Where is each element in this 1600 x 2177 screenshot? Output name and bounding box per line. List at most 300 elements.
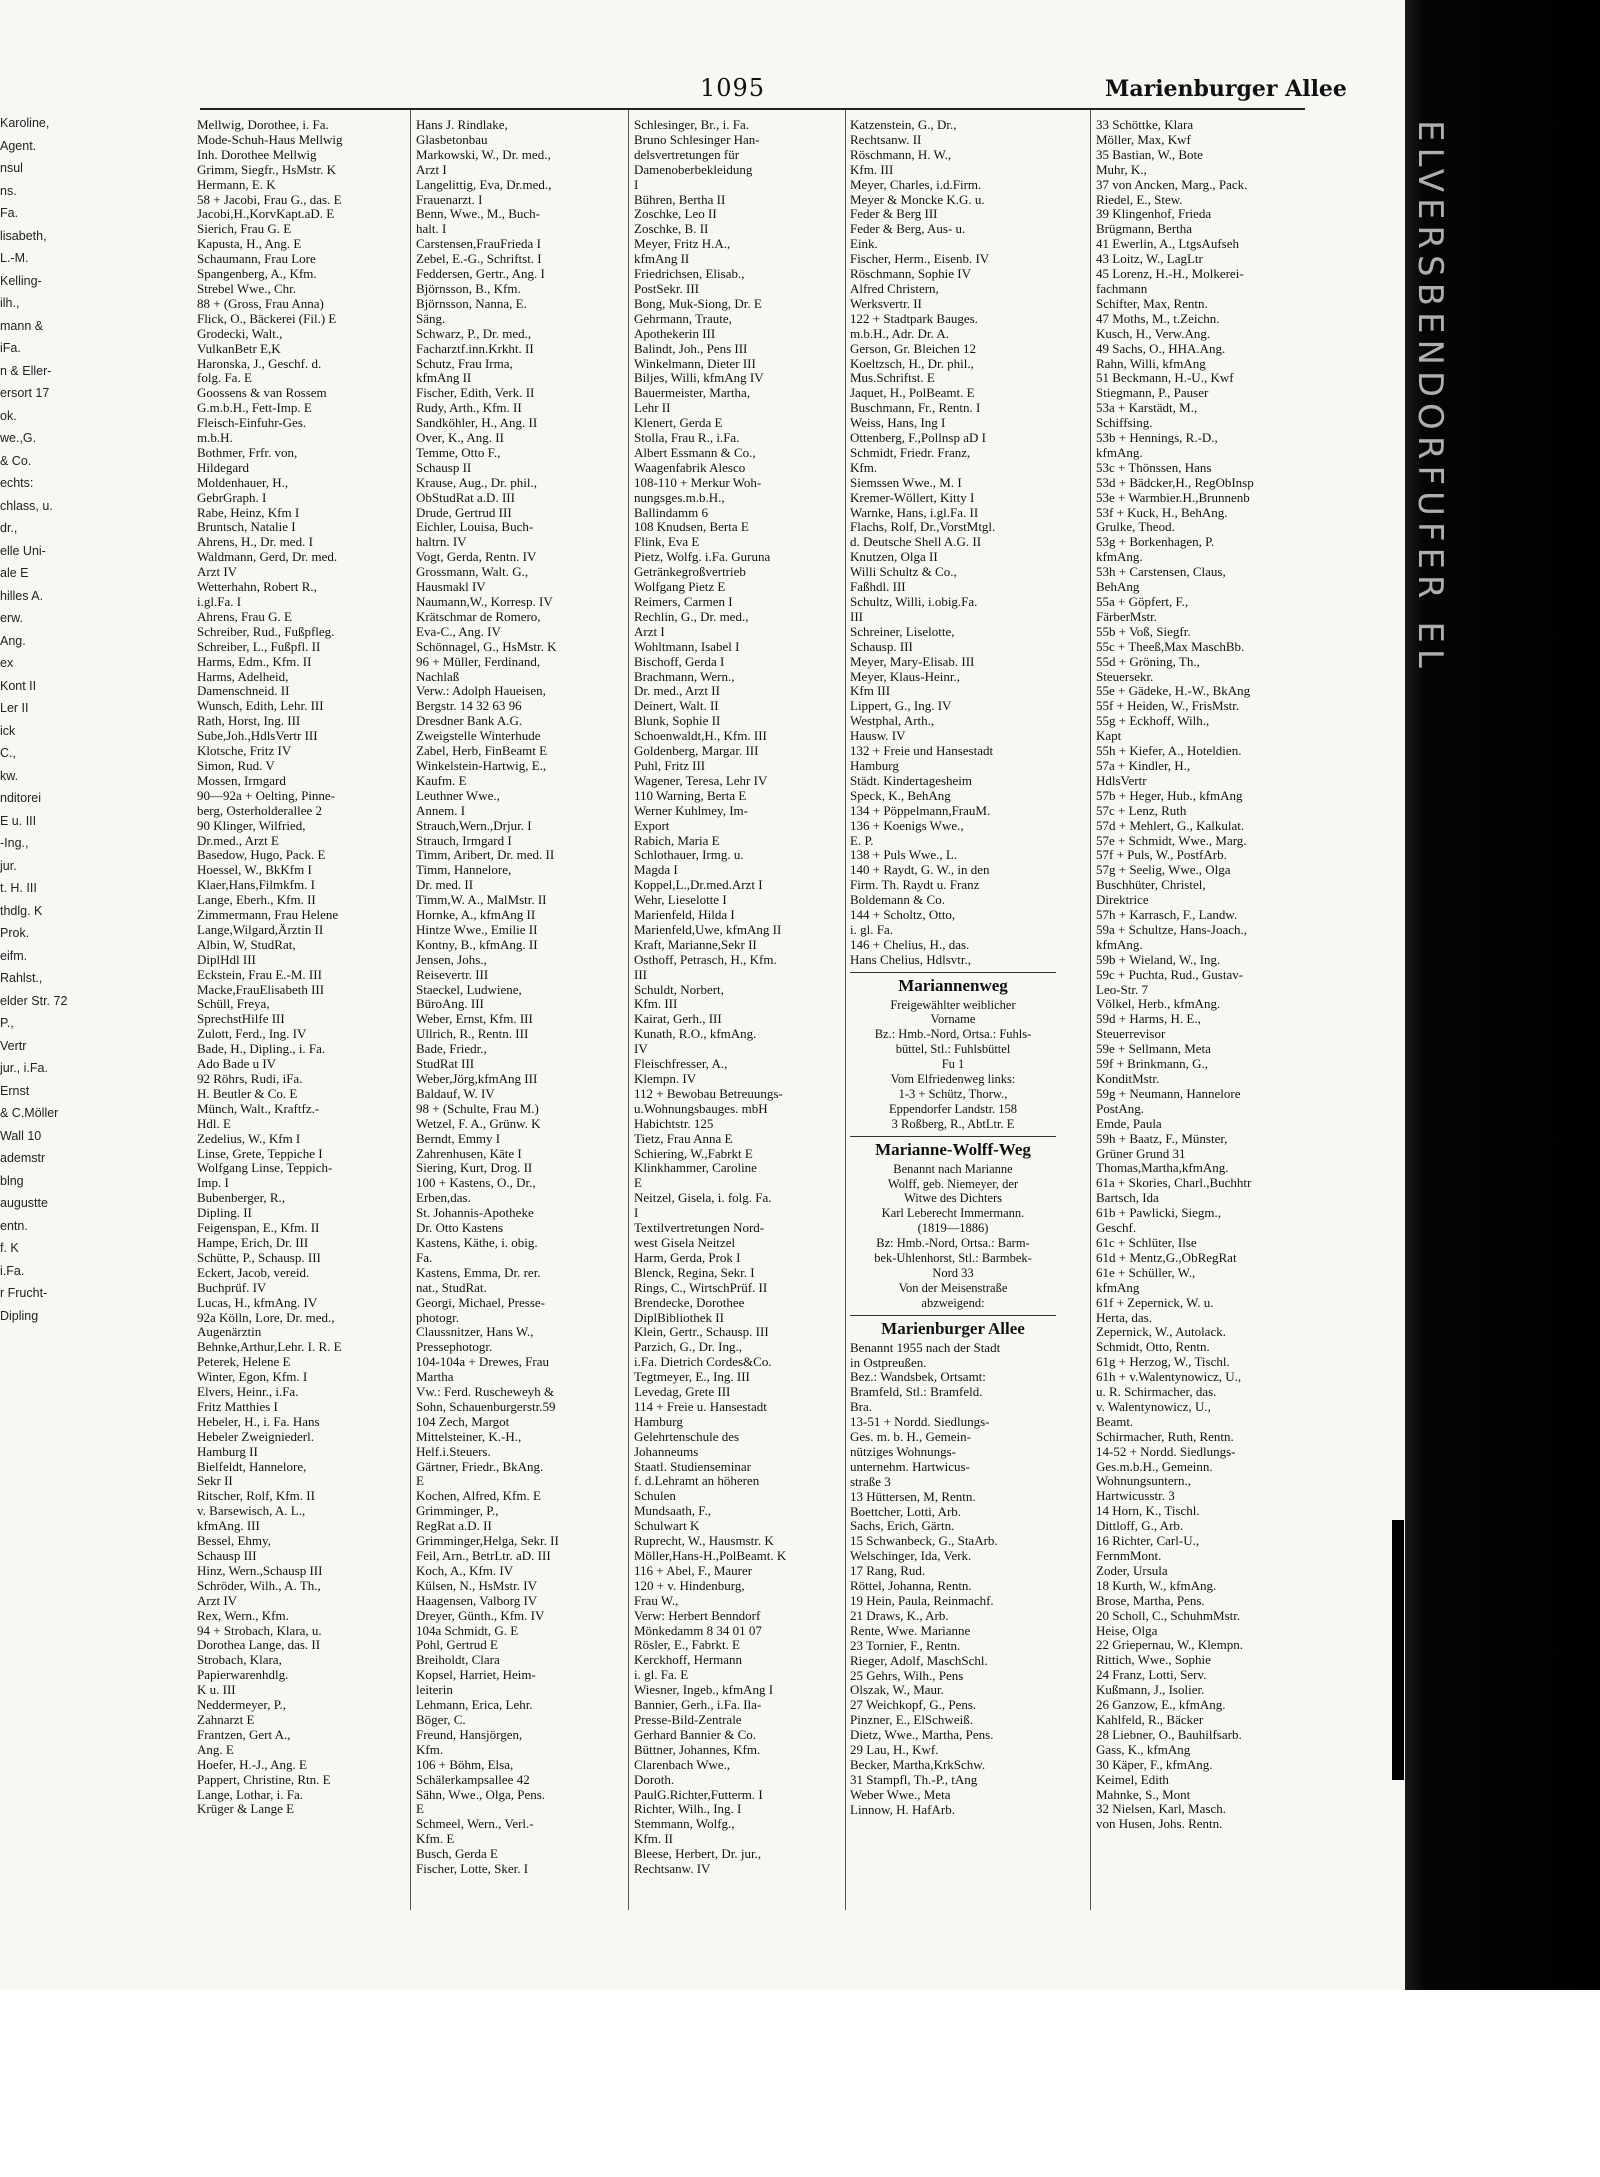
- directory-entry: Städt. Kindertagesheim: [850, 773, 973, 788]
- directory-entry: Schwarz, P., Dr. med.,: [416, 326, 532, 341]
- directory-entry: Behnke,Arthur,Lehr. I. R. E: [197, 1340, 342, 1355]
- directory-entry: 28 Liebner, O., Bauhilfsarb.: [1096, 1727, 1242, 1742]
- directory-entry: Meyer, Charles, i.d.Firm.: [850, 177, 982, 192]
- directory-entry: jur., i.Fa.: [0, 1061, 48, 1075]
- directory-entry: i. gl. Fa. E: [634, 1668, 689, 1683]
- directory-entry: Weiss, Hans, Ing I: [850, 416, 946, 431]
- directory-entry: Fischer, Edith, Verk. II: [416, 386, 535, 401]
- directory-entry: E: [416, 1474, 424, 1489]
- directory-entry: Dipling: [0, 1308, 39, 1323]
- directory-entry: Arzt IV: [197, 1593, 238, 1608]
- directory-entry: folg. Fa. E: [197, 371, 252, 386]
- directory-entry: Flachs, Rolf, Dr.,VorstMtgl.: [850, 520, 996, 535]
- directory-entry: Damenschneid. II: [197, 684, 290, 699]
- directory-entry: Grimminger,Helga, Sekr. II: [416, 1534, 559, 1549]
- directory-entry: Heise, Olga: [1096, 1623, 1158, 1638]
- directory-entry: Kerckhoff, Hermann: [634, 1653, 743, 1668]
- directory-entry: Westphal, Arth.,: [850, 714, 935, 729]
- directory-entry: i.Fa. Dietrich Cordes&Co.: [634, 1355, 772, 1370]
- directory-entry: Linse, Grete, Teppiche I: [197, 1146, 323, 1161]
- directory-entry: Over, K., Ang. II: [416, 431, 504, 446]
- directory-entry: nsul: [0, 161, 23, 175]
- directory-entry: 144 + Scholtz, Otto,: [850, 908, 956, 923]
- directory-entry: Hamburg II: [197, 1444, 258, 1459]
- directory-entry: Möller,Hans-H.,PolBeamt. K: [634, 1549, 787, 1563]
- directory-entry: Röschmann, H. W.,: [850, 147, 952, 162]
- column-divider: [1090, 110, 1091, 1910]
- column-1: [197, 118, 403, 1918]
- directory-entry: Albert Essmann & Co.,: [634, 445, 756, 460]
- directory-entry: Kfm. II: [634, 1832, 673, 1847]
- directory-entry: IV: [634, 1042, 648, 1057]
- directory-entry: Schuldt, Norbert,: [634, 982, 724, 997]
- directory-entry: Bade, Friedr.,: [416, 1042, 487, 1057]
- directory-entry: i.Fa.: [0, 1263, 25, 1278]
- directory-entry: GebrGraph. I: [197, 490, 267, 505]
- directory-entry: Bessel, Ehmy,: [197, 1534, 271, 1549]
- directory-entry: Schulwart K: [634, 1519, 700, 1534]
- directory-entry: Direktrice: [1096, 893, 1149, 908]
- directory-entry: 59a + Schultze, Hans-Joach.,: [1096, 922, 1248, 937]
- directory-entry: Helf.i.Steuers.: [416, 1444, 491, 1459]
- directory-entry: i.gl.Fa. I: [197, 595, 242, 609]
- directory-entry: Rechtsanw. II: [850, 132, 922, 147]
- directory-entry: Flink, Eva E: [634, 535, 700, 550]
- directory-entry: Hinz, Wern.,Schausp III: [197, 1563, 323, 1578]
- directory-entry: Dr.med., Arzt E: [197, 833, 279, 848]
- directory-entry: lisabeth,: [0, 228, 47, 243]
- directory-entry: 17 Rang, Rud.: [850, 1564, 926, 1579]
- directory-entry: Linnow, H. HafArb.: [850, 1802, 955, 1817]
- directory-entry: Goossens & van Rossem: [197, 386, 327, 401]
- directory-entry: Rudy, Arth., Kfm. II: [416, 401, 522, 416]
- directory-entry: Björnsson, Nanna, E.: [416, 296, 527, 311]
- directory-entry: 98 + (Schulte, Frau M.): [416, 1101, 539, 1116]
- directory-entry: Flick, O., Bäckerei (Fil.) E: [197, 311, 337, 326]
- directory-entry: Hintze Wwe., Emilie II: [416, 922, 538, 937]
- directory-entry: Sekr II: [197, 1474, 233, 1489]
- directory-entry: Völkel, Herb., kfmAng.: [1096, 997, 1221, 1012]
- directory-entry: Mahnke, S., Mont: [1096, 1787, 1191, 1802]
- directory-entry: Wiesner, Ingeb., kfmAng I: [634, 1683, 774, 1698]
- directory-entry: 25 Gehrs, Wilh., Pens: [850, 1668, 964, 1683]
- directory-entry: Schaumann, Frau Lore: [197, 252, 316, 267]
- directory-entry: Simon, Rud. V: [197, 758, 275, 773]
- directory-entry: Ang. E: [197, 1742, 234, 1757]
- directory-entry: 18 Kurth, W., kfmAng.: [1096, 1578, 1217, 1593]
- directory-entry: Becker, Martha,KrkSchw.: [850, 1757, 986, 1772]
- directory-entry: Goldenberg, Margar. III: [634, 744, 759, 759]
- directory-entry: (1819—1886): [917, 1221, 989, 1236]
- directory-entry: Agent.: [0, 138, 37, 153]
- directory-entry: Zweigstelle Winterhude: [416, 729, 541, 744]
- directory-entry: Rex, Wern., Kfm.: [197, 1608, 289, 1623]
- directory-entry: Feil, Arn., BetrLtr. aD. III: [416, 1549, 551, 1563]
- directory-entry: Lange,Wilgard,Ärztin II: [197, 922, 324, 937]
- directory-entry: 59e + Sellmann, Meta: [1096, 1042, 1211, 1057]
- directory-entry: halt. I: [416, 222, 447, 237]
- section-rule: [850, 972, 1056, 973]
- directory-entry: Doroth.: [634, 1772, 675, 1787]
- directory-entry: 90 Klinger, Wilfried,: [197, 818, 306, 833]
- directory-entry: Stolla, Frau R., i.Fa.: [634, 431, 740, 446]
- directory-entry: Zedelius, W., Kfm I: [197, 1131, 301, 1146]
- directory-entry: Warnke, Hans, i.gl.Fa. II: [850, 505, 979, 520]
- directory-entry: 132 + Freie und Hansestadt: [850, 744, 994, 759]
- directory-entry: Balindt, Joh., Pens III: [634, 341, 748, 356]
- directory-entry: 120 + v. Hindenburg,: [634, 1578, 745, 1593]
- directory-entry: nütziges Wohnungs-: [850, 1444, 956, 1459]
- directory-entry: d. Deutsche Shell A.G. II: [850, 535, 982, 550]
- directory-entry: PostAng.: [1096, 1101, 1145, 1116]
- directory-entry: Krätschmar de Romero,: [416, 609, 541, 624]
- directory-entry: Vogt, Gerda, Rentn. IV: [416, 550, 537, 565]
- directory-entry: Siering, Kurt, Drog. II: [416, 1161, 533, 1176]
- directory-entry: Mellwig, Dorothee, i. Fa.: [197, 118, 329, 132]
- directory-entry: kw.: [0, 768, 19, 783]
- directory-entry: 104-104a + Drewes, Frau: [416, 1355, 549, 1370]
- directory-entry: 1-3 + Schütz, Thorw.,: [898, 1087, 1008, 1101]
- directory-entry: Steuersekr.: [1096, 669, 1154, 684]
- directory-entry: Stemmann, Wolfg.,: [634, 1817, 735, 1832]
- directory-entry: Verw: Herbert Benndorf: [634, 1608, 761, 1623]
- directory-entry: Hebeler Zweigniederl.: [197, 1429, 314, 1444]
- column-4: [850, 118, 1056, 1918]
- directory-entry: Schmeel, Wern., Verl.-: [416, 1817, 534, 1832]
- directory-entry: Grimm, Siegfr., HsMstr. K: [197, 162, 337, 177]
- directory-entry: Timm,W. A., MalMstr. II: [416, 893, 547, 908]
- header-rule: [200, 108, 1305, 110]
- directory-entry: 29 Lau, H., Kwf.: [850, 1743, 939, 1758]
- directory-entry: Dr. Otto Kastens: [416, 1221, 504, 1236]
- directory-entry: Dittloff, G., Arb.: [1096, 1519, 1184, 1534]
- directory-entry: Fa.: [0, 206, 19, 220]
- directory-entry: Schutz, Frau Irma,: [416, 356, 513, 371]
- directory-entry: Gärtner, Friedr., BkAng.: [416, 1459, 544, 1474]
- directory-entry: Schifter, Max, Rentn.: [1096, 296, 1208, 311]
- directory-entry: Sachs, Erich, Gärtn.: [850, 1519, 955, 1534]
- directory-entry: Strauch,Wern.,Drjur. I: [416, 818, 532, 833]
- directory-entry: Frau W.,: [634, 1593, 679, 1608]
- directory-entry: f. d.Lehramt an höheren: [634, 1474, 760, 1489]
- directory-entry: Ritscher, Rolf, Kfm. II: [197, 1489, 315, 1504]
- section-title-marianne-wolff-weg: Marianne-Wolff-Weg: [875, 1139, 1031, 1159]
- directory-entry: Tegtmeyer, E., Ing. III: [634, 1370, 750, 1385]
- directory-entry: 61g + Herzog, W., Tischl.: [1096, 1355, 1230, 1370]
- directory-entry: 57b + Heger, Hub., kfmAng: [1096, 788, 1243, 803]
- directory-entry: Marienfeld, Hilda I: [634, 908, 735, 923]
- directory-entry: Busch, Gerda E: [416, 1847, 498, 1862]
- directory-entry: Bz.: Hmb.-Nord, Ortsa.: Fuhls-: [874, 1027, 1032, 1042]
- directory-entry: Mus.Schriftst. E: [850, 371, 935, 386]
- directory-entry: Fischer, Lotte, Sker. I: [416, 1862, 529, 1877]
- directory-entry: PostSekr. III: [634, 281, 699, 296]
- directory-entry: Kunath, R.O., kfmAng.: [634, 1027, 757, 1042]
- directory-entry: III: [850, 609, 863, 624]
- directory-entry: 15 Schwanbeck, G., StaArb.: [850, 1534, 998, 1549]
- directory-entry: 24 Franz, Lotti, Serv.: [1096, 1668, 1207, 1683]
- directory-entry: III: [634, 967, 647, 982]
- directory-entry: Klempn. IV: [634, 1072, 697, 1086]
- directory-entry: Georgi, Michael, Presse-: [416, 1295, 546, 1310]
- directory-entry: Wolfgang Linse, Teppich-: [197, 1161, 333, 1176]
- directory-entry: Werner Kuhlmey, Im-: [634, 803, 748, 818]
- directory-entry: 53e + Warmbier.H.,Brunnenb: [1096, 490, 1250, 505]
- directory-entry: hilles A.: [0, 588, 44, 603]
- directory-entry: 108-110 + Merkur Woh-: [634, 475, 762, 490]
- directory-entry: Koch, A., Kfm. IV: [416, 1563, 514, 1578]
- directory-entry: Berndt, Emmy I: [416, 1131, 501, 1146]
- directory-entry: SprechstHilfe III: [197, 1012, 285, 1027]
- directory-entry: Markowski, W., Dr. med.,: [416, 147, 551, 162]
- directory-entry: Richter, Wilh., Ing. I: [634, 1802, 742, 1817]
- directory-entry: Pressephotogr.: [416, 1340, 493, 1355]
- directory-entry: 59d + Harms, H. E.,: [1096, 1012, 1201, 1027]
- directory-entry: Weber, Ernst, Kfm. III: [416, 1012, 533, 1027]
- directory-entry: Siemssen Wwe., M. I: [850, 475, 962, 490]
- directory-entry: Hans Chelius, Hdlsvtr.,: [850, 952, 971, 967]
- directory-entry: u.Wohnungsbauges. mbH: [634, 1101, 768, 1116]
- directory-entry: Nachlaß: [416, 669, 460, 684]
- directory-entry: Vertr: [0, 1038, 27, 1053]
- directory-entry: Schmidt, Otto, Rentn.: [1096, 1340, 1210, 1355]
- directory-entry: Bauermeister, Martha,: [634, 386, 751, 401]
- directory-entry: 138 + Puls Wwe., L.: [850, 848, 958, 863]
- directory-entry: & Co.: [0, 453, 32, 468]
- directory-entry: Thomas,Martha,kfmAng.: [1096, 1161, 1229, 1176]
- directory-entry: 20 Scholl, C., SchuhmMstr.: [1096, 1608, 1241, 1623]
- directory-entry: Grossmann, Walt. G.,: [416, 565, 529, 580]
- directory-entry: Stiegmann, P., Pauser: [1096, 386, 1209, 401]
- directory-entry: Wetzel, F. A., Grünw. K: [416, 1116, 541, 1131]
- column-5: [1096, 118, 1302, 1918]
- directory-entry: Kapt: [1096, 729, 1122, 744]
- directory-entry: Säng.: [416, 311, 446, 326]
- directory-entry: berg, Osterholderallee 2: [197, 803, 323, 818]
- directory-entry: 55e + Gädeke, H.-W., BkAng: [1096, 684, 1251, 699]
- directory-entry: Glasbetonbau: [416, 132, 488, 147]
- directory-entry: Verw.: Adolph Haueisen,: [416, 684, 546, 699]
- directory-entry: Mönkedamm 8 34 01 07: [634, 1623, 762, 1638]
- directory-entry: Winkelmann, Dieter III: [634, 356, 756, 371]
- directory-entry: 53f + Kuck, H., BehAng.: [1096, 505, 1228, 520]
- directory-entry: Timm, Hannelore,: [416, 863, 512, 878]
- directory-entry: Pohl, Gertrud E: [416, 1638, 498, 1653]
- directory-entry: Dietz, Wwe., Martha, Pens.: [850, 1728, 994, 1743]
- directory-entry: 55b + Voß, Siegfr.: [1096, 624, 1191, 639]
- directory-entry: Boettcher, Lotti, Arb.: [850, 1504, 962, 1519]
- directory-entry: Witwe des Dichters: [903, 1191, 1003, 1206]
- directory-entry: Freund, Hansjörgen,: [416, 1727, 523, 1742]
- directory-entry: 41 Ewerlin, A., LtgsAufseh: [1096, 237, 1239, 252]
- directory-entry: Krüger & Lange E: [197, 1802, 295, 1817]
- directory-entry: 106 + Böhm, Elsa,: [416, 1757, 514, 1772]
- directory-entry: Staeckel, Ludwiene,: [416, 982, 522, 997]
- directory-entry: Eink.: [850, 237, 878, 252]
- directory-entry: 61h + v.Walentynowicz, U.,: [1096, 1370, 1242, 1385]
- directory-entry: Klotsche, Fritz IV: [197, 744, 292, 759]
- directory-entry: Augenärztin: [197, 1325, 262, 1340]
- directory-entry: Fritz Matthies I: [197, 1399, 278, 1414]
- directory-entry: 88 + (Gross, Frau Anna): [197, 296, 324, 311]
- directory-entry: Koppel,L.,Dr.med.Arzt I: [634, 878, 763, 893]
- directory-entry: Strauch, Irmgard I: [416, 833, 512, 848]
- directory-entry: Schälerkampsallee 42: [416, 1772, 530, 1787]
- directory-entry: Bramfeld, Stl.: Bramfeld.: [850, 1385, 983, 1400]
- directory-entry: Herta, das.: [1096, 1310, 1152, 1325]
- directory-entry: Röttel, Johanna, Rentn.: [850, 1579, 972, 1594]
- directory-entry: Wagener, Teresa, Lehr IV: [634, 773, 768, 788]
- directory-entry: Bischoff, Gerda I: [634, 654, 725, 669]
- directory-entry: -Ing.,: [0, 836, 29, 850]
- directory-entry: & C.Möller: [0, 1106, 59, 1120]
- directory-entry: Grüner Grund 31: [1096, 1146, 1186, 1161]
- directory-entry: Schreiber, L., Fußpfl. II: [197, 639, 321, 654]
- directory-entry: Külsen, N., HsMstr. IV: [416, 1578, 537, 1593]
- directory-entry: Basedow, Hugo, Pack. E: [197, 848, 326, 863]
- directory-entry: leiterin: [416, 1683, 453, 1698]
- directory-entry: Naumann,W., Korresp. IV: [416, 595, 553, 609]
- directory-entry: Feigenspan, E., Kfm. II: [197, 1221, 320, 1236]
- directory-entry: Kusch, H., Verw.Ang.: [1096, 326, 1211, 341]
- directory-entry: Rechlin, G., Dr. med.,: [634, 609, 749, 624]
- directory-entry: Blenck, Regina, Sekr. I: [634, 1265, 755, 1280]
- directory-entry: Frauenarzt. I: [416, 192, 483, 207]
- directory-entry: Eckert, Jacob, vereid.: [197, 1265, 310, 1280]
- directory-entry: St. Johannis-Apotheke: [416, 1206, 534, 1221]
- directory-entry: Jacobi,H.,KorvKapt.aD. E: [197, 207, 335, 222]
- directory-entry: delsvertretungen für: [634, 147, 740, 162]
- directory-entry: Johanneums: [634, 1444, 699, 1459]
- directory-entry: Grodecki, Walt.,: [197, 326, 283, 341]
- directory-entry: Welschinger, Ida, Verk.: [850, 1549, 972, 1564]
- directory-entry: 146 + Chelius, H., das.: [850, 937, 970, 952]
- directory-entry: 92a Kölln, Lore, Dr. med.,: [197, 1310, 335, 1325]
- directory-entry: Zepernick, W., Autolack.: [1096, 1325, 1226, 1340]
- directory-entry: Pietz, Wolfg. i.Fa. Guruna: [634, 550, 771, 565]
- directory-entry: Deinert, Walt. II: [634, 699, 719, 714]
- directory-entry: Presse-Bild-Zentrale: [634, 1712, 742, 1727]
- directory-entry: Lange, Eberh., Kfm. II: [197, 893, 316, 908]
- directory-entry: Sohn, Schauenburgerstr.59: [416, 1399, 556, 1414]
- directory-entry: Kremer-Wöllert, Kitty I: [850, 490, 975, 505]
- directory-entry: Friedrichsen, Elisab.,: [634, 267, 745, 282]
- directory-entry: Elvers, Heinr., i.Fa.: [197, 1385, 299, 1400]
- directory-entry: jur.: [0, 858, 17, 873]
- directory-entry: Schoenwaldt,H., Kfm. III: [634, 729, 767, 744]
- directory-entry: Lucas, H., kfmAng. IV: [197, 1295, 318, 1310]
- directory-entry: 33 Schöttke, Klara: [1096, 118, 1194, 132]
- directory-entry: Fu 1: [941, 1057, 965, 1072]
- section-title-mariannenweg: Mariannenweg: [898, 975, 1008, 995]
- directory-entry: photogr.: [416, 1310, 459, 1325]
- directory-entry: 58 + Jacobi, Frau G., das. E: [197, 192, 342, 207]
- directory-entry: dr.,: [0, 521, 18, 535]
- directory-entry: Prok.: [0, 926, 30, 940]
- directory-entry: Bühren, Bertha II: [634, 192, 726, 207]
- directory-entry: ale E: [0, 566, 29, 580]
- directory-entry: Damenoberbekleidung: [634, 162, 753, 177]
- directory-entry: Schultz, Willi, i.obig.Fa.: [850, 595, 978, 609]
- directory-entry: ok.: [0, 408, 17, 423]
- directory-entry: Kußmann, J., Isolier.: [1096, 1683, 1205, 1698]
- directory-entry: Bothmer, Frfr. von,: [197, 445, 298, 460]
- directory-entry: Eichler, Louisa, Buch-: [416, 520, 534, 535]
- directory-entry: VulkanBetr E,K: [197, 341, 281, 356]
- directory-entry: 53d + Bädcker,H., RegObInsp: [1096, 475, 1254, 490]
- directory-entry: Kfm.: [416, 1742, 444, 1757]
- directory-entry: Zahnarzt E: [197, 1712, 255, 1727]
- directory-entry: Lippert, G., Ing. IV: [850, 699, 952, 714]
- directory-entry: Sierich, Frau G. E: [197, 222, 292, 237]
- directory-entry: Firm. Th. Raydt u. Franz: [850, 878, 980, 893]
- page-header-street: Marienburger Allee: [1105, 76, 1347, 102]
- directory-entry: Benannt nach Marianne: [893, 1161, 1013, 1176]
- directory-entry: Tietz, Frau Anna E: [634, 1131, 733, 1146]
- directory-entry: Export: [634, 818, 670, 833]
- directory-entry: Timm, Aribert, Dr. med. II: [416, 848, 555, 863]
- directory-entry: Wolfgang Pietz E: [634, 580, 726, 595]
- directory-entry: Rechtsanw. IV: [634, 1862, 711, 1877]
- directory-entry: 45 Lorenz, H.-H., Molkerei-: [1096, 267, 1244, 282]
- directory-entry: Meyer, Klaus-Heinr.,: [850, 669, 960, 684]
- directory-entry: Baldauf, W. IV: [416, 1086, 495, 1101]
- directory-entry: 53g + Borkenhagen, P.: [1096, 535, 1215, 550]
- directory-entry: Brose, Martha, Pens.: [1096, 1593, 1205, 1608]
- directory-entry: ilh.,: [0, 296, 20, 310]
- directory-entry: 90—92a + Oelting, Pinne-: [197, 788, 336, 803]
- directory-entry: 140 + Raydt, G. W., in den: [850, 863, 990, 878]
- directory-entry: Brachmann, Wern.,: [634, 669, 735, 684]
- directory-entry: Dr. med. II: [416, 878, 474, 893]
- directory-entry: Schmidt, Friedr. Franz,: [850, 445, 971, 460]
- directory-entry: Gerson, Gr. Bleichen 12: [850, 341, 977, 356]
- directory-entry: Gehrmann, Traute,: [634, 311, 732, 326]
- directory-entry: Strebel Wwe., Chr.: [197, 281, 297, 296]
- directory-entry: 22 Griepernau, W., Klempn.: [1096, 1638, 1243, 1653]
- directory-entry: Bruntsch, Natalie I: [197, 520, 296, 535]
- directory-entry: Zebel, E.-G., Schriftst. I: [416, 252, 542, 267]
- directory-entry: I: [634, 1206, 639, 1221]
- directory-entry: Winkelstein-Hartwig, E.,: [416, 758, 547, 773]
- directory-entry: Hamburg: [850, 758, 899, 773]
- directory-entry: 30 Käper, F., kfmAng.: [1096, 1757, 1213, 1772]
- directory-entry: Dipling. II: [197, 1206, 252, 1221]
- directory-entry: 19 Hein, Paula, Reinmachf.: [850, 1594, 994, 1608]
- directory-entry: Mittelsteiner, K.-H.,: [416, 1429, 522, 1444]
- directory-entry: Biljes, Willi, kfmAng IV: [634, 371, 764, 386]
- directory-entry: DiplBibliothek II: [634, 1310, 724, 1325]
- directory-entry: Neitzel, Gisela, i. folg. Fa.: [634, 1191, 772, 1206]
- directory-entry: Eppendorfer Landstr. 158: [888, 1101, 1018, 1116]
- section-rule: [850, 1315, 1056, 1316]
- directory-entry: m.b.H.: [197, 431, 233, 446]
- directory-entry: Eckstein, Frau E.-M. III: [197, 967, 322, 982]
- directory-entry: fachmann: [1096, 281, 1148, 296]
- directory-entry: Mossen, Irmgard: [197, 773, 286, 788]
- directory-entry: Annem. I: [416, 803, 466, 818]
- directory-entry: Grulke, Theod.: [1096, 520, 1175, 535]
- directory-entry: Sähn, Wwe., Olga, Pens.: [416, 1787, 546, 1802]
- directory-entry: Klaer,Hans,Filmkfm. I: [197, 878, 315, 893]
- directory-entry: Schlothauer, Irmg. u.: [634, 848, 744, 863]
- directory-entry: Ottenberg, F.,Pollnsp aD I: [850, 431, 986, 446]
- directory-entry: Schiffsing.: [1096, 416, 1153, 431]
- directory-entry: kfmAng II: [416, 371, 472, 386]
- directory-entry: Bartsch, Ida: [1096, 1191, 1159, 1206]
- directory-entry: 55c + Theeß,Max MaschBb.: [1096, 639, 1245, 654]
- directory-entry: Kapusta, H., Ang. E: [197, 237, 302, 252]
